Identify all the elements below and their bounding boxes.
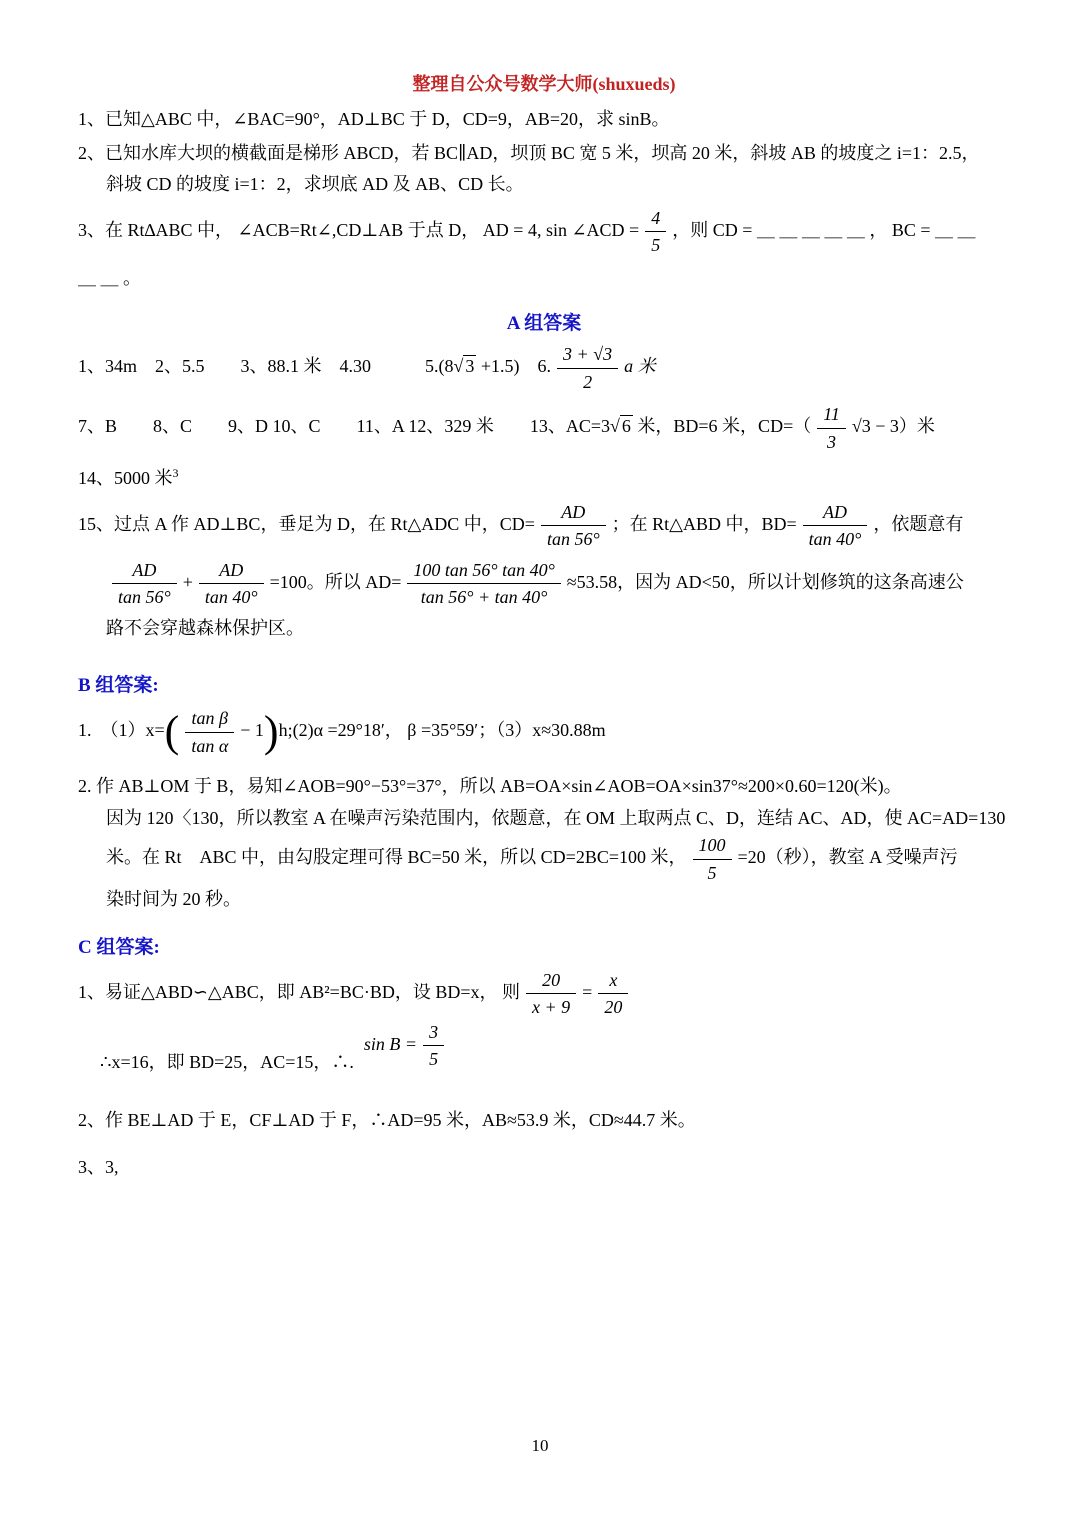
- answers-a-line-2: [78, 403, 1010, 453]
- answers-a2-text-3: √3 − 3）米: [851, 416, 935, 437]
- answers-a-line-5: [78, 559, 1010, 609]
- answers-b4-text-1: 米。在 Rt ABC 中，由勾股定理可得 BC=50 米，所以 CD=2BC=100 米，: [106, 847, 687, 868]
- fraction-ad-tan56: [112, 559, 177, 609]
- fraction-numerator: x: [598, 969, 628, 995]
- answers-a-line-3: [78, 463, 1010, 495]
- fraction-denominator: x + 9: [532, 997, 571, 1017]
- fraction-3-plus-sqrt3-over-2: [557, 343, 618, 393]
- fraction-numerator: AD: [199, 559, 264, 585]
- answers-b-line-1: [78, 707, 1010, 757]
- problem-1: [78, 104, 1010, 136]
- answers-c-line-2: [78, 1021, 1010, 1089]
- fraction-denominator: tan 40°: [204, 587, 258, 607]
- fraction-denominator: tan 56°: [546, 529, 600, 549]
- page-footer: [0, 1436, 1080, 1456]
- answers-a-line-1: [78, 343, 1010, 393]
- sqrt-6: [610, 415, 633, 436]
- fraction-denominator: 5: [429, 1049, 439, 1069]
- answers-b4-text-2: =20（秒），教室 A 受噪声污: [737, 847, 958, 868]
- fraction-denominator: 5: [651, 235, 661, 255]
- answers-a-line-4: [78, 501, 1010, 551]
- page-header: [78, 70, 1010, 96]
- problem-3-blank-cont: ＿ ＿ 。: [78, 267, 141, 288]
- answers-c2-text-2: sin B =: [363, 1033, 418, 1054]
- answers-b2-text: 2. 作 AB⊥OM 于 B，易知∠AOB=90°−53°=37°，所以 AB=OA×sin∠AOB=OA×sin37°≈200×0.60=120(米)。: [78, 776, 902, 796]
- answers-b-line-4: [78, 834, 1010, 884]
- fraction-ad-tan40: [803, 501, 868, 551]
- answers-a5-text-3: ≈53.58，因为 AD<50，所以计划修筑的这条高速公: [566, 571, 964, 592]
- fraction-numerator: AD: [803, 501, 868, 527]
- fraction-x-20: [598, 969, 628, 1019]
- fraction-denominator: 2: [583, 371, 593, 392]
- answers-c-line-1: [78, 969, 1010, 1019]
- fraction-numerator: AD: [541, 501, 606, 527]
- answers-a4-text-2: ；在 Rt△ABD 中，BD=: [611, 513, 797, 534]
- answers-b3-text: 因为 120〈130，所以教室 A 在噪声污染范围内，依题意，在 OM 上取两点 C、D，连结 AC、AD，使 AC=AD=130: [106, 807, 1006, 828]
- problem-2-text-1: 2、已知水库大坝的横截面是梯形 ABCD，若 BC∥AD，坝顶 BC 宽 5 米，坝高 20 米，斜坡 AB 的坡度之 i=1：2.5，: [78, 142, 980, 163]
- page-number: 10: [531, 1436, 549, 1455]
- problem-2-text-2: 斜坡 CD 的坡度 i=1：2，求坝底 AD 及 AB、CD 长。: [106, 174, 524, 194]
- problem-3-text-pre: 3、在 Rt∆ABC 中， ∠ACB=Rt∠,CD⊥AB 于点 D， AD = 4, sin ∠ACD =: [78, 219, 640, 240]
- fraction-4-5: [645, 207, 666, 257]
- fraction-11-3: [817, 403, 846, 453]
- fraction-denominator: 5: [707, 862, 717, 883]
- answers-a6-text: 路不会穿越森林保护区。: [106, 617, 304, 638]
- answers-a3-text: 14、5000 米: [78, 468, 173, 488]
- section-a-heading: A 组答案: [506, 313, 582, 334]
- sinb-equation: [363, 1021, 450, 1069]
- answers-a5-text-1: +: [182, 571, 193, 592]
- radical-sign: √: [453, 356, 464, 377]
- answers-c4-text: 3、3,: [78, 1157, 119, 1177]
- fraction-100tan-product: [407, 559, 560, 609]
- section-c-heading: C 组答案:: [78, 936, 160, 958]
- problem-3-text-post: ，则 CD = ＿ ＿ ＿ ＿ ＿ ， BC = ＿ ＿: [672, 219, 976, 240]
- answers-c-line-4: [78, 1152, 1010, 1184]
- fraction-numerator: 4: [645, 207, 666, 233]
- fraction-numerator: 100 tan 56° tan 40°: [407, 559, 560, 585]
- fraction-numerator: 3 + √3: [557, 343, 618, 369]
- problem-2-line-2: [78, 169, 1010, 201]
- fraction-numerator: 3: [423, 1021, 444, 1047]
- answers-b1-text-1: 1. （1）x=: [78, 720, 165, 741]
- fraction-denominator: tan 40°: [808, 529, 862, 549]
- answers-a2-text-2: 米，BD=6 米，CD=（: [632, 416, 812, 437]
- answers-a5-text-2: =100。所以 AD=: [269, 571, 402, 592]
- fraction-denominator: 20: [604, 997, 623, 1017]
- big-open-paren: (: [164, 707, 180, 757]
- radical-sign: √: [610, 416, 620, 437]
- answers-c2-text-1: ∴x=16，即 BD=25，AC=15，∴.: [100, 1051, 354, 1072]
- fraction-numerator: tan β: [185, 707, 234, 733]
- fraction-numerator: AD: [112, 559, 177, 585]
- radicand: 3: [465, 356, 475, 377]
- answers-b5-text: 染时间为 20 秒。: [106, 889, 241, 909]
- fraction-denominator: tan α: [191, 735, 229, 756]
- answers-a1-text-2: +1.5) 6.: [476, 356, 552, 377]
- answers-b1-text-2: − 1: [240, 720, 264, 741]
- answers-b-line-3: [78, 803, 1010, 835]
- answers-a4-text-3: ，依题意有: [873, 513, 964, 534]
- answers-b-line-2: [78, 771, 1010, 803]
- answers-a4-text-1: 15、过点 A 作 AD⊥BC，垂足为 D，在 Rt△ADC 中，CD=: [78, 513, 535, 534]
- problem-2-line-1: [78, 138, 1010, 170]
- source-note: 整理自公众号数学大师(shuxueds): [412, 74, 676, 94]
- fraction-denominator: tan 56°: [118, 587, 171, 607]
- fraction-numerator: 20: [526, 969, 576, 995]
- fraction-tanb-tana: [185, 707, 234, 757]
- answers-a-line-6: [78, 613, 1010, 645]
- answers-a2-text-1: 7、B 8、C 9、D 10、C 11、A 12、329 米 13、AC=3: [78, 416, 611, 437]
- section-b-heading: B 组答案:: [78, 675, 159, 696]
- problem-3-cont: [78, 263, 1010, 295]
- fraction-numerator: 11: [817, 403, 846, 429]
- cubed-superscript: 3: [172, 466, 179, 480]
- answers-b-line-5: [78, 884, 1010, 916]
- fraction-100-5: [693, 834, 732, 884]
- fraction-ad-tan40: [199, 559, 264, 609]
- answers-a1-text-3: a 米: [624, 356, 656, 377]
- answers-c3-text: 2、作 BE⊥AD 于 E，CF⊥AD 于 F，∴AD=95 米，AB≈53.9 米，CD≈44.7 米。: [78, 1109, 696, 1130]
- answers-b1-text-3: h;(2)α =29°18′， β =35°59′；（3）x≈30.88m: [278, 720, 606, 741]
- fraction-3-5: [423, 1021, 444, 1071]
- problem-1-text: 1、已知△ABC 中，∠BAC=90°，AD⊥BC 于 D，CD=9，AB=20，求 sinB。: [78, 109, 670, 129]
- fraction-ad-tan56: [541, 501, 606, 551]
- big-close-paren: ): [263, 707, 279, 757]
- fraction-numerator: 100: [693, 834, 732, 860]
- answers-c1-text-1: 1、易证△ABD∽△ABC，即 AB²=BC·BD，设 BD=x， 则: [78, 981, 521, 1002]
- fraction-denominator: 3: [827, 431, 837, 452]
- radicand: 6: [621, 416, 631, 437]
- answers-a1-text-1: 1、34m 2、5.5 3、88.1 米 4.30 5.(8: [78, 356, 454, 377]
- sqrt-3: [454, 355, 477, 376]
- fraction-denominator: tan 56° + tan 40°: [420, 587, 548, 607]
- problem-3: [78, 207, 1010, 257]
- fraction-20-x9: [526, 969, 576, 1019]
- answers-c-line-3: [78, 1105, 1010, 1137]
- answers-c1-text-2: =: [582, 981, 593, 1002]
